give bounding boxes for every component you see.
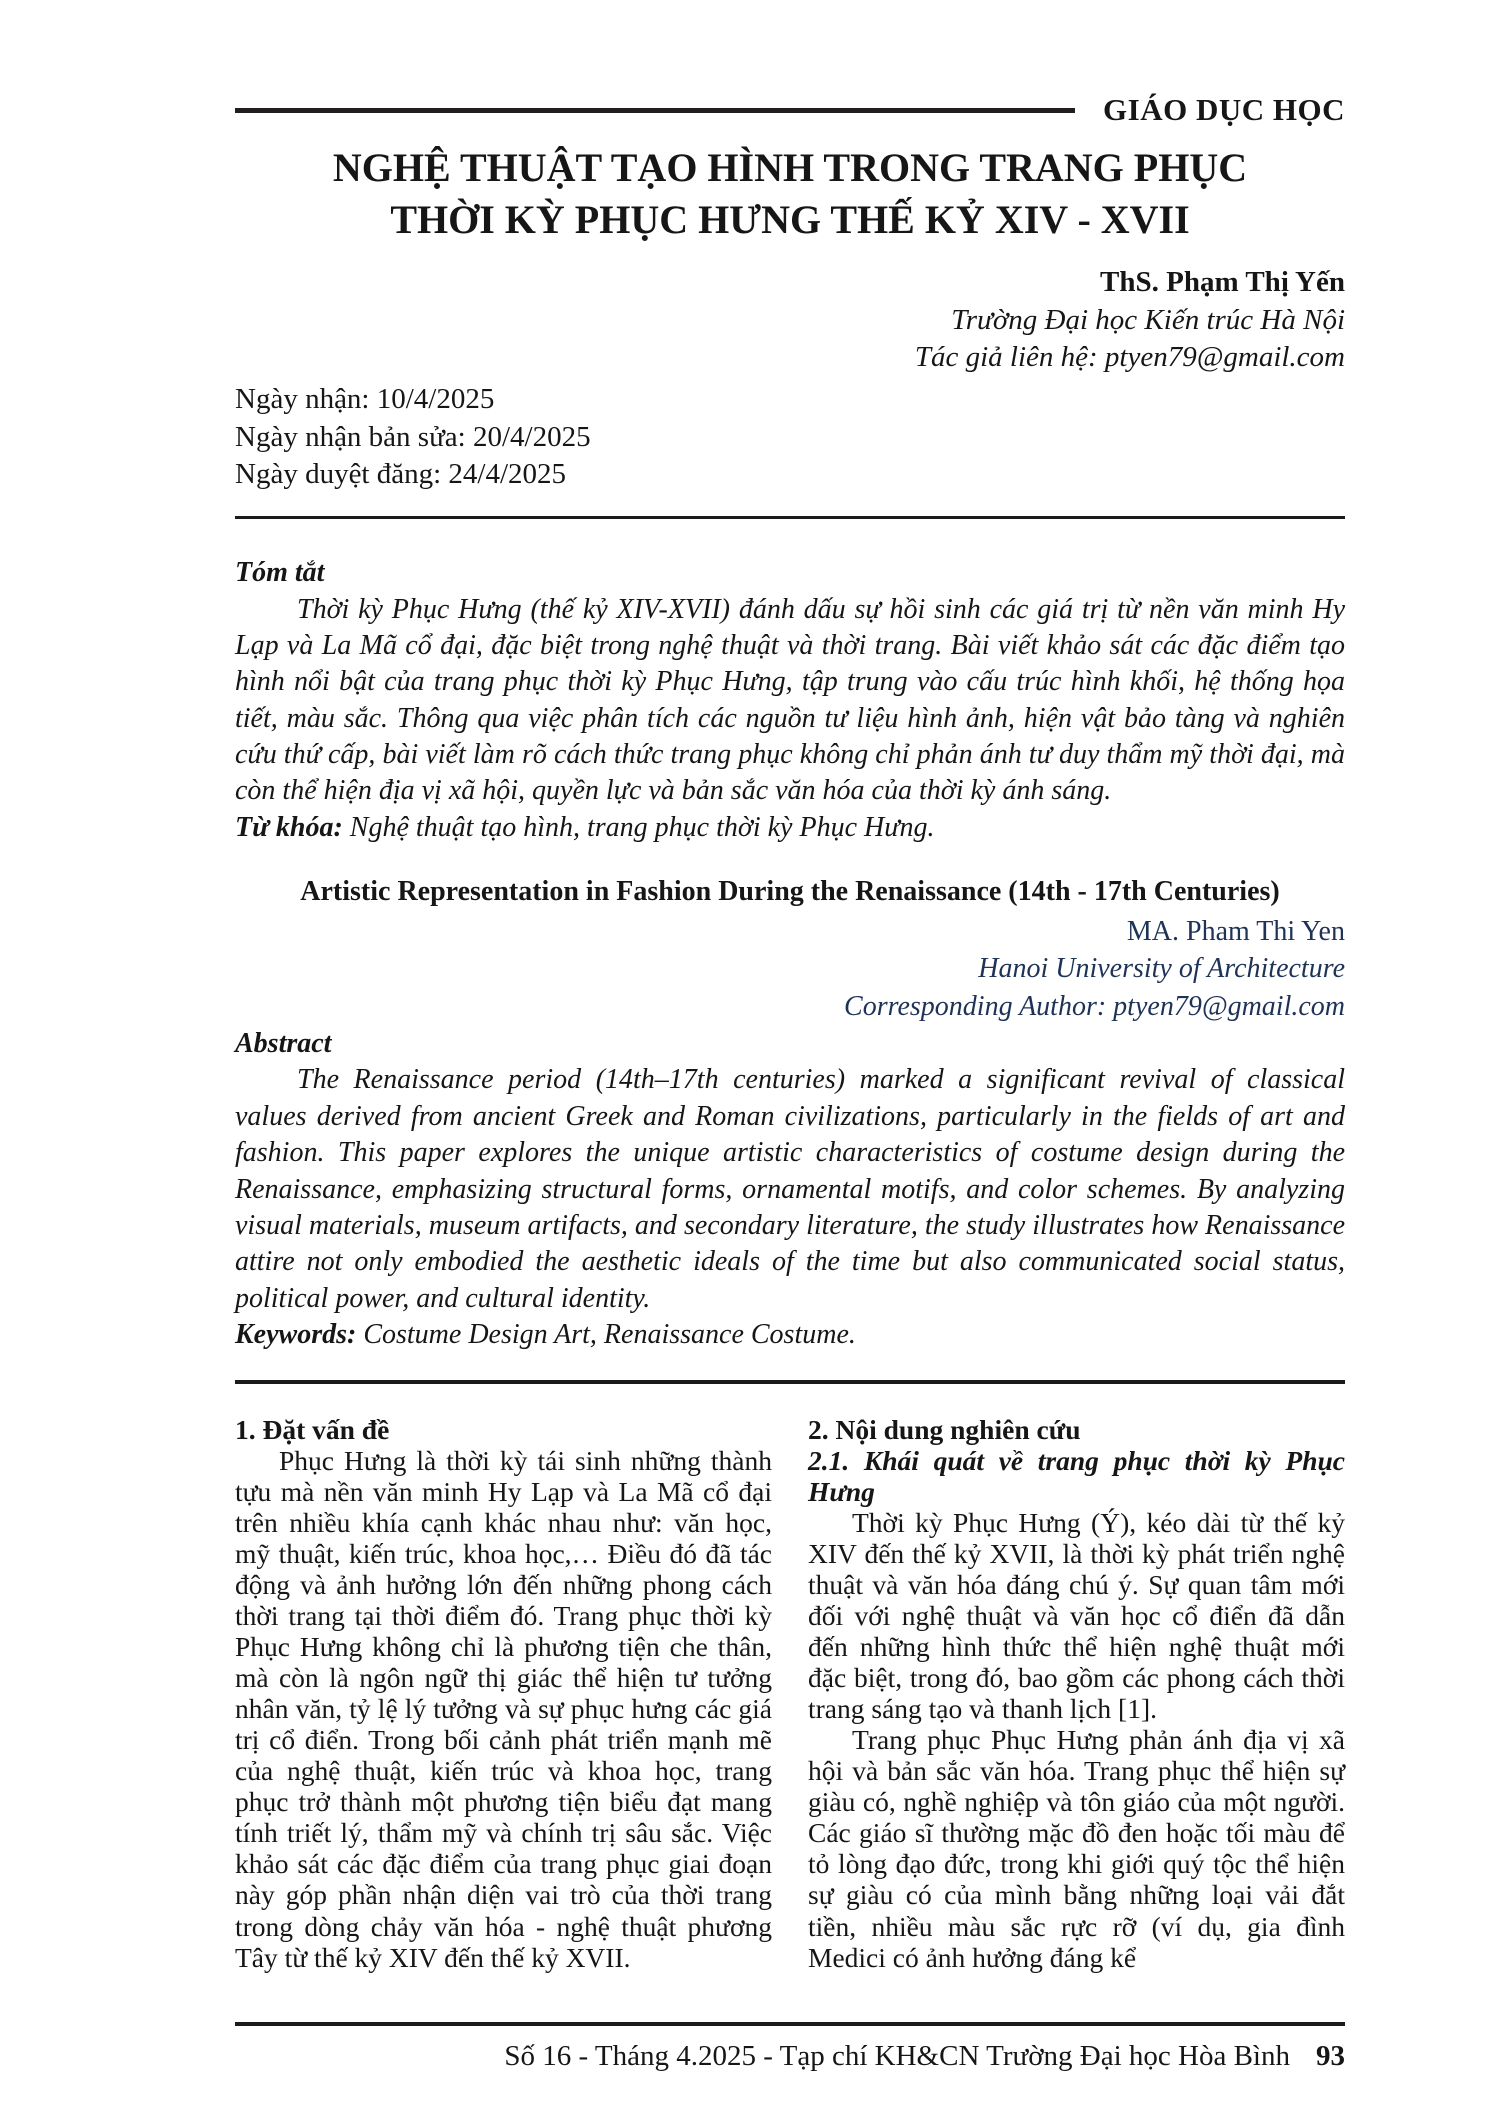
keywords-vi-line [235, 810, 1345, 846]
author-name-en: MA. Pham Thi Yen [1126, 915, 1345, 947]
author-name: ThS. Phạm Thị Yến [1100, 266, 1345, 298]
keywords-en-line [235, 1317, 1345, 1353]
keywords-vi-label: Từ khóa: [235, 811, 343, 843]
date-received: Ngày nhận: 10/4/2025 [235, 383, 495, 416]
author-contact-email: Tác giả liên hệ: ptyen79@gmail.com [914, 341, 1345, 374]
footer-journal-info: Số 16 - Tháng 4.2025 - Tạp chí KH&CN Trường Đại học Hòa Bình [504, 2040, 1290, 2072]
divider-columns [235, 1380, 1345, 1384]
section-2-paragraph-1: Thời kỳ Phục Hưng (Ý), kéo dài từ thế kỷ XIV đến thế kỷ XVII, là thời kỳ phát triển nghệ thuật và văn hóa đáng chú ý. Sự quan tâm mới đối với nghệ thuật và văn học cổ điển đã dẫn đến những hình thức thể hiện nghệ thuật mới đặc biệt, trong đó, bao gồm các phong cách thời trang sáng tạo và thanh lịch [1]. [808, 1506, 1345, 1725]
author-block-vi [235, 264, 1345, 377]
section-2-heading: 2. Nội dung nghiên cứu [808, 1413, 1081, 1445]
keywords-en-label: Keywords: [235, 1319, 357, 1351]
column-left [235, 1414, 772, 1973]
author-affiliation: Trường Đại học Kiến trúc Hà Nội [951, 303, 1345, 336]
section-1-heading: 1. Đặt vấn đề [235, 1413, 390, 1445]
section-2-subheading: 2.1. Khái quát về trang phục thời kỳ Phục Hưng [808, 1444, 1345, 1507]
footer-page-number: 93 [1316, 2040, 1345, 2072]
article-title [235, 142, 1345, 246]
abstract-vi-body: Thời kỳ Phục Hưng (thế kỷ XIV-XVII) đánh dấu sự hồi sinh các giá trị từ nền văn minh Hy Lạp và La Mã cổ đại, đặc biệt trong nghệ thuật và thời trang. Bài viết khảo sát các đặc điểm tạo hình nổi bật của trang phục thời kỳ Phục Hưng, tập trung vào cấu trúc hình khối, hệ thống họa tiết, màu sắc. Thông qua việc phân tích các nguồn tư liệu hình ảnh, hiện vật bảo tàng và nghiên cứu thứ cấp, bài viết làm rõ cách thức trang phục không chỉ phản ánh tư duy thẩm mỹ thời đại, mà còn thể hiện địa vị xã hội, quyền lực và bản sắc văn hóa của thời kỳ ánh sáng. [235, 593, 1345, 807]
body-columns [235, 1414, 1345, 1973]
column-right [808, 1414, 1345, 1973]
footer-rule [235, 2022, 1345, 2026]
header-category: GIÁO DỤC HỌC [1103, 92, 1345, 127]
divider-top [235, 516, 1345, 519]
date-revised: Ngày nhận bản sửa: 20/4/2025 [235, 420, 591, 453]
header-rule [235, 108, 1075, 113]
abstract-en-body: The Renaissance period (14th–17th centuries) marked a significant revival of classical values derived from ancient Greek and Roman civilizations, particularly in the fields of art and fashion. This paper explores the unique artistic characteristics of costume design during the Renaissance, emphasizing structural forms, ornamental motifs, and color schemes. By analyzing visual materials, museum artifacts, and secondary literature, the study illustrates how Renaissance attire not only embodied the aesthetic ideals of the time but also communicated social status, political power, and cultural identity. [235, 1064, 1345, 1314]
article-title-line-1: NGHỆ THUẬT TẠO HÌNH TRONG TRANG PHỤC [332, 145, 1248, 190]
page-content [235, 0, 1345, 1973]
page-header [235, 92, 1345, 128]
abstract-en-heading: Abstract [235, 1028, 332, 1060]
author-block-en [235, 913, 1345, 1026]
english-title: Artistic Representation in Fashion During the Renaissance (14th - 17th Centuries) [300, 876, 1280, 908]
abstract-vi-heading: Tóm tắt [235, 557, 325, 589]
section-1-paragraph: Phục Hưng là thời kỳ tái sinh những thành tựu mà nền văn minh Hy Lạp và La Mã cổ đại trên nhiều khía cạnh khác nhau như: văn học, mỹ thuật, kiến trúc, khoa học,… Điều đó đã tác động và ảnh hưởng lớn đến những phong cách thời trang tại thời điểm đó. Trang phục thời kỳ Phục Hưng không chỉ là phương tiện che thân, mà còn là ngôn ngữ thị giác thể hiện tư tưởng nhân văn, tỷ lệ lý tưởng và sự phục hưng các giá trị cổ điển. Trong bối cảnh phát triển mạnh mẽ của nghệ thuật, kiến trúc và khoa học, trang phục trở thành một phương tiện biểu đạt mang tính triết lý, thẩm mỹ và chính trị sâu sắc. Việc khảo sát các đặc điểm của trang phục giai đoạn này góp phần nhận diện vai trò của thời trang trong dòng chảy văn hóa - nghệ thuật phương Tây từ thế kỷ XIV đến thế kỷ XVII. [235, 1444, 772, 1973]
footer-line [235, 2040, 1345, 2073]
section-2-paragraph-2: Trang phục Phục Hưng phản ánh địa vị xã hội và bản sắc văn hóa. Trang phục thể hiện sự giàu có, nghề nghiệp và tôn giáo của một người. Các giáo sĩ thường mặc đồ đen hoặc tối màu để tỏ lòng đạo đức, trong khi giới quý tộc thể hiện sự giàu có của mình bằng những loại vải đắt tiền, nhiều màu sắc rực rỡ (ví dụ, gia đình Medici có ảnh hưởng đáng kể [808, 1724, 1345, 1973]
author-affiliation-en: Hanoi University of Architecture [978, 953, 1345, 985]
author-contact-en: Corresponding Author: ptyen79@gmail.com [844, 991, 1345, 1023]
article-title-line-2: THỜI KỲ PHỤC HƯNG THẾ KỶ XIV - XVII [390, 197, 1190, 242]
keywords-vi-text: Nghệ thuật tạo hình, trang phục thời kỳ Phục Hưng. [342, 811, 935, 843]
manuscript-dates [235, 381, 1345, 494]
date-accepted: Ngày duyệt đăng: 24/4/2025 [235, 458, 567, 491]
page-footer [235, 2022, 1345, 2073]
keywords-en-text: Costume Design Art, Renaissance Costume. [356, 1319, 856, 1351]
